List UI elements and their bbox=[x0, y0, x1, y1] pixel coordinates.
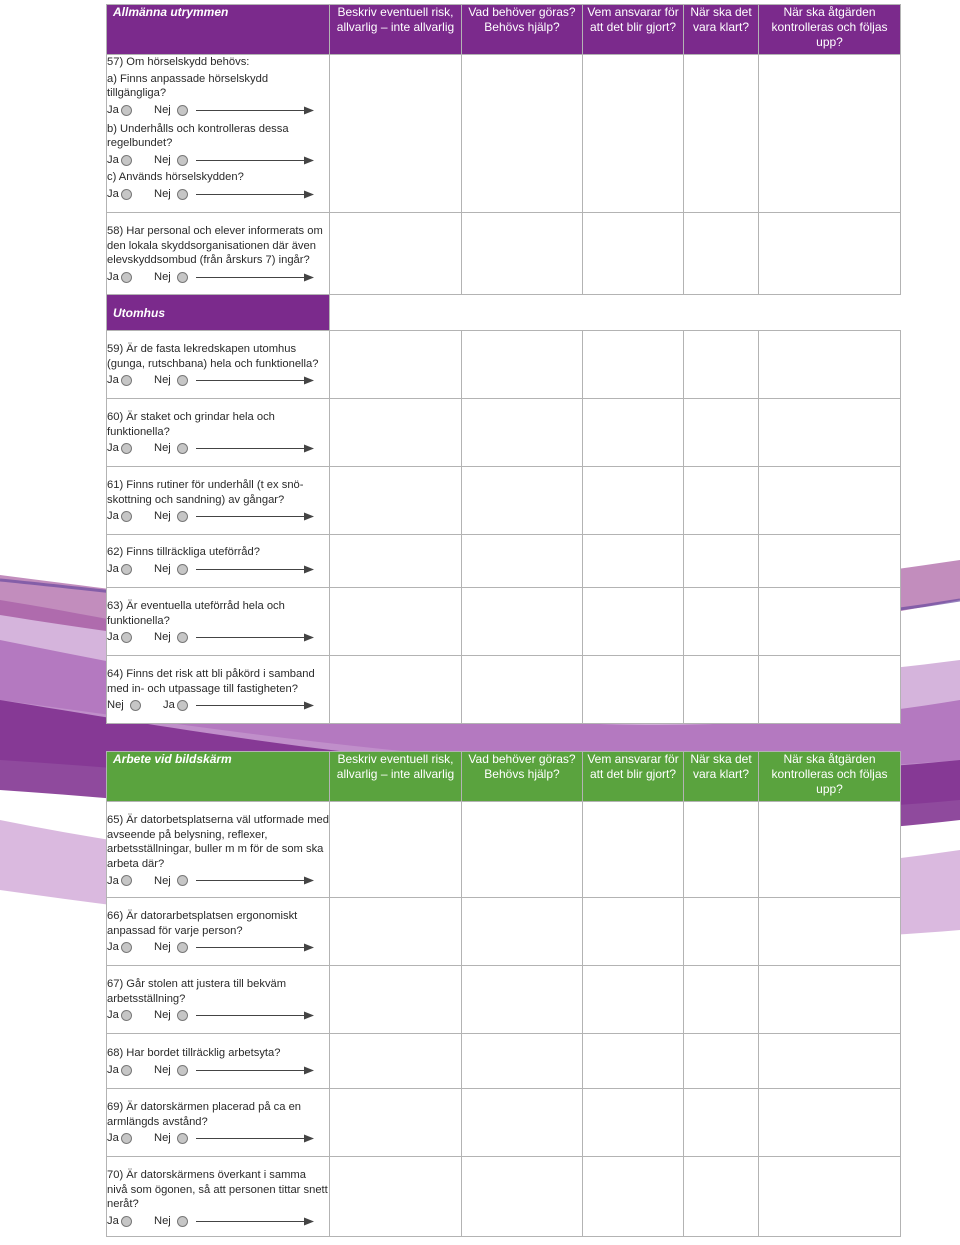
question-cell bbox=[107, 1089, 330, 1157]
answer-row bbox=[107, 269, 329, 286]
deadline-input-cell[interactable] bbox=[684, 656, 759, 724]
deadline-input-cell[interactable] bbox=[684, 966, 759, 1034]
yes-radio[interactable] bbox=[121, 564, 132, 575]
answer-row bbox=[107, 697, 329, 714]
answer-row bbox=[107, 1130, 329, 1147]
follow-up-input-cell[interactable] bbox=[759, 588, 901, 656]
question-cell bbox=[107, 1157, 330, 1237]
no-radio[interactable] bbox=[177, 1133, 188, 1144]
todo-input-cell[interactable] bbox=[462, 1157, 583, 1237]
table-row-q66 bbox=[107, 898, 901, 966]
arrow-right-icon bbox=[196, 633, 314, 642]
follow-up-input-cell[interactable] bbox=[759, 213, 901, 295]
risk-input-cell[interactable] bbox=[330, 1034, 462, 1089]
risk-input-cell[interactable] bbox=[330, 588, 462, 656]
todo-input-cell[interactable] bbox=[462, 802, 583, 898]
question-text: 67) Går stolen att justera till bekväm arbetsställning? bbox=[107, 978, 287, 1005]
question-text: 70) Är datorskärmens överkant i samma nivå som ögonen, så att personen tittar snett neråt? bbox=[107, 1169, 328, 1211]
arrow-right-icon bbox=[196, 1134, 314, 1143]
deadline-input-cell[interactable] bbox=[684, 1157, 759, 1237]
yes-label: Ja bbox=[107, 442, 119, 455]
no-radio[interactable] bbox=[177, 189, 188, 200]
no-radio[interactable] bbox=[177, 375, 188, 386]
question-text: c) Används hörselskydden? bbox=[107, 170, 244, 183]
arrow-right-icon bbox=[196, 876, 314, 885]
question-text: 57) Om hörselskydd behövs: bbox=[107, 56, 250, 68]
no-radio[interactable] bbox=[177, 155, 188, 166]
answer-row bbox=[107, 561, 329, 578]
arrow-right-icon bbox=[196, 1217, 314, 1226]
responsible-input-cell[interactable] bbox=[583, 467, 684, 535]
deadline-input-cell[interactable] bbox=[684, 55, 759, 213]
responsible-input-cell[interactable] bbox=[583, 588, 684, 656]
yes-label: Ja bbox=[107, 1009, 119, 1022]
yes-label: Ja bbox=[107, 562, 119, 575]
no-label: Nej bbox=[154, 631, 171, 644]
follow-up-input-cell[interactable] bbox=[759, 1089, 901, 1157]
no-label: Nej bbox=[154, 510, 171, 523]
header-deadline: När ska det vara klart? bbox=[684, 5, 759, 55]
question-cell bbox=[107, 331, 330, 399]
risk-input-cell[interactable] bbox=[330, 467, 462, 535]
header-todo: Vad behöver göras? Behövs hjälp? bbox=[462, 752, 583, 802]
yes-radio[interactable] bbox=[121, 105, 132, 116]
arrow-right-icon bbox=[196, 156, 314, 165]
question-cell bbox=[107, 535, 330, 588]
deadline-input-cell[interactable] bbox=[684, 331, 759, 399]
question-cell bbox=[107, 898, 330, 966]
follow-up-input-cell[interactable] bbox=[759, 1034, 901, 1089]
question-cell bbox=[107, 467, 330, 535]
follow-up-input-cell[interactable] bbox=[759, 399, 901, 467]
yes-radio[interactable] bbox=[121, 272, 132, 283]
answer-row bbox=[107, 508, 329, 525]
deadline-input-cell[interactable] bbox=[684, 802, 759, 898]
todo-input-cell[interactable] bbox=[462, 535, 583, 588]
yes-label: Ja bbox=[107, 874, 119, 887]
no-radio[interactable] bbox=[130, 700, 141, 711]
no-label: Nej bbox=[154, 154, 171, 167]
deadline-input-cell[interactable] bbox=[684, 588, 759, 656]
yes-label: Ja bbox=[107, 187, 119, 200]
responsible-input-cell[interactable] bbox=[583, 966, 684, 1034]
yes-radio[interactable] bbox=[121, 632, 132, 643]
todo-input-cell[interactable] bbox=[462, 656, 583, 724]
yes-radio[interactable] bbox=[121, 511, 132, 522]
question-cell bbox=[107, 213, 330, 295]
answer-row bbox=[107, 1213, 329, 1230]
question-text: 63) Är eventuella uteförråd hela och funktionella? bbox=[107, 600, 285, 627]
yes-label: Ja bbox=[107, 103, 119, 116]
yes-label: Ja bbox=[107, 154, 119, 167]
table-row-q68 bbox=[107, 1034, 901, 1089]
arrow-right-icon bbox=[196, 943, 314, 952]
yes-label: Ja bbox=[107, 1063, 119, 1076]
answer-row bbox=[107, 372, 329, 389]
no-label: Nej bbox=[154, 1063, 171, 1076]
responsible-input-cell[interactable] bbox=[583, 1157, 684, 1237]
table-row-q65 bbox=[107, 802, 901, 898]
todo-input-cell[interactable] bbox=[462, 213, 583, 295]
question-text: a) Finns anpassade hörselskydd tillgängliga? bbox=[107, 72, 269, 100]
risk-input-cell[interactable] bbox=[330, 331, 462, 399]
table-row-q57 bbox=[107, 55, 901, 213]
question-text: 69) Är datorskärmen placerad på ca en armlängds avstånd? bbox=[107, 1101, 302, 1128]
arrow-right-icon bbox=[196, 190, 314, 199]
arrow-right-icon bbox=[196, 273, 314, 282]
question-cell bbox=[107, 802, 330, 898]
no-label: Nej bbox=[154, 1132, 171, 1145]
risk-input-cell[interactable] bbox=[330, 802, 462, 898]
table-row-q63 bbox=[107, 588, 901, 656]
answer-row bbox=[107, 102, 329, 119]
deadline-input-cell[interactable] bbox=[684, 399, 759, 467]
no-label: Nej bbox=[154, 1214, 171, 1227]
answer-row bbox=[107, 152, 329, 169]
section-title-allmanna-utrymmen: Allmänna utrymmen bbox=[107, 5, 330, 55]
risk-input-cell[interactable] bbox=[330, 213, 462, 295]
deadline-input-cell[interactable] bbox=[684, 1089, 759, 1157]
responsible-input-cell[interactable] bbox=[583, 535, 684, 588]
no-label: Nej bbox=[107, 699, 124, 712]
deadline-input-cell[interactable] bbox=[684, 1034, 759, 1089]
answer-row bbox=[107, 1007, 329, 1024]
follow-up-input-cell[interactable] bbox=[759, 898, 901, 966]
arrow-right-icon bbox=[196, 106, 314, 115]
header-responsible: Vem ansvarar för att det blir gjort? bbox=[583, 752, 684, 802]
question-text: 60) Är staket och grindar hela och funktionella? bbox=[107, 411, 275, 438]
risk-input-cell[interactable] bbox=[330, 399, 462, 467]
yes-radio[interactable] bbox=[121, 1065, 132, 1076]
todo-input-cell[interactable] bbox=[462, 588, 583, 656]
section-title-arbete-vid-bildskarm: Arbete vid bildskärm bbox=[107, 752, 330, 802]
no-label: Nej bbox=[154, 374, 171, 387]
section-row-utomhus bbox=[107, 295, 901, 331]
question-text: b) Underhålls och kontrolleras dessa regelbundet? bbox=[107, 122, 289, 150]
question-cell bbox=[107, 588, 330, 656]
header-follow-up: När ska åtgärden kontrolleras och följas upp? bbox=[759, 5, 901, 55]
follow-up-input-cell[interactable] bbox=[759, 467, 901, 535]
yes-label: Ja bbox=[107, 374, 119, 387]
yes-label: Ja bbox=[107, 1132, 119, 1145]
yes-label: Ja bbox=[163, 699, 175, 712]
responsible-input-cell[interactable] bbox=[583, 898, 684, 966]
yes-radio[interactable] bbox=[121, 942, 132, 953]
question-cell bbox=[107, 656, 330, 724]
todo-input-cell[interactable] bbox=[462, 898, 583, 966]
follow-up-input-cell[interactable] bbox=[759, 656, 901, 724]
responsible-input-cell[interactable] bbox=[583, 399, 684, 467]
answer-row bbox=[107, 629, 329, 646]
todo-input-cell[interactable] bbox=[462, 1089, 583, 1157]
yes-radio[interactable] bbox=[121, 1216, 132, 1227]
todo-input-cell[interactable] bbox=[462, 467, 583, 535]
yes-radio[interactable] bbox=[121, 443, 132, 454]
yes-radio[interactable] bbox=[121, 189, 132, 200]
responsible-input-cell[interactable] bbox=[583, 213, 684, 295]
no-radio[interactable] bbox=[177, 1216, 188, 1227]
no-label: Nej bbox=[154, 874, 171, 887]
deadline-input-cell[interactable] bbox=[684, 213, 759, 295]
table-row-q58 bbox=[107, 213, 901, 295]
yes-label: Ja bbox=[107, 270, 119, 283]
todo-input-cell[interactable] bbox=[462, 399, 583, 467]
follow-up-input-cell[interactable] bbox=[759, 1157, 901, 1237]
no-radio[interactable] bbox=[177, 1010, 188, 1021]
yes-radio[interactable] bbox=[121, 155, 132, 166]
no-label: Nej bbox=[154, 941, 171, 954]
follow-up-input-cell[interactable] bbox=[759, 802, 901, 898]
question-text: 66) Är datorarbetsplatsen ergonomiskt anpassad för varje person? bbox=[107, 910, 298, 937]
no-radio[interactable] bbox=[177, 105, 188, 116]
question-text: 61) Finns rutiner för underhåll (t ex snö-skottning och sandning) av gångar? bbox=[107, 479, 304, 506]
table-row-q64 bbox=[107, 656, 901, 724]
risk-input-cell[interactable] bbox=[330, 898, 462, 966]
responsible-input-cell[interactable] bbox=[583, 1089, 684, 1157]
header-risk: Beskriv eventuell risk, allvarlig – inte allvarlig bbox=[330, 752, 462, 802]
yes-label: Ja bbox=[107, 631, 119, 644]
question-text: 62) Finns tillräckliga uteförråd? bbox=[107, 546, 260, 558]
header-deadline: När ska det vara klart? bbox=[684, 752, 759, 802]
no-label: Nej bbox=[154, 187, 171, 200]
answer-row bbox=[107, 1062, 329, 1079]
question-text: 65) Är datorbetsplatserna väl utformade med avseende på belysning, reflexer, arbetsställningar, buller m m för de som ska arbeta där? bbox=[107, 814, 330, 870]
question-cell bbox=[107, 55, 330, 213]
table-row-q62 bbox=[107, 535, 901, 588]
no-label: Nej bbox=[154, 562, 171, 575]
risk-table-allmanna-utomhus bbox=[106, 4, 901, 724]
table-header-row bbox=[107, 5, 901, 55]
follow-up-input-cell[interactable] bbox=[759, 966, 901, 1034]
risk-input-cell[interactable] bbox=[330, 535, 462, 588]
arrow-right-icon bbox=[196, 565, 314, 574]
no-radio[interactable] bbox=[177, 272, 188, 283]
answer-row bbox=[107, 440, 329, 457]
yes-radio[interactable] bbox=[121, 875, 132, 886]
todo-input-cell[interactable] bbox=[462, 55, 583, 213]
section-title-utomhus: Utomhus bbox=[107, 295, 330, 331]
risk-input-cell[interactable] bbox=[330, 1089, 462, 1157]
no-radio[interactable] bbox=[177, 942, 188, 953]
answer-row bbox=[107, 186, 329, 203]
todo-input-cell[interactable] bbox=[462, 331, 583, 399]
no-label: Nej bbox=[154, 270, 171, 283]
risk-input-cell[interactable] bbox=[330, 1157, 462, 1237]
no-radio[interactable] bbox=[177, 875, 188, 886]
no-radio[interactable] bbox=[177, 632, 188, 643]
follow-up-input-cell[interactable] bbox=[759, 331, 901, 399]
arrow-right-icon bbox=[196, 1011, 314, 1020]
responsible-input-cell[interactable] bbox=[583, 55, 684, 213]
risk-input-cell[interactable] bbox=[330, 656, 462, 724]
no-label: Nej bbox=[154, 103, 171, 116]
arrow-right-icon bbox=[196, 1066, 314, 1075]
no-radio[interactable] bbox=[177, 1065, 188, 1076]
yes-radio[interactable] bbox=[121, 1133, 132, 1144]
deadline-input-cell[interactable] bbox=[684, 898, 759, 966]
yes-radio[interactable] bbox=[121, 1010, 132, 1021]
table-row-q59 bbox=[107, 331, 901, 399]
no-radio[interactable] bbox=[177, 443, 188, 454]
arrow-right-icon bbox=[196, 444, 314, 453]
table-row-q69 bbox=[107, 1089, 901, 1157]
no-label: Nej bbox=[154, 442, 171, 455]
answer-row bbox=[107, 939, 329, 956]
yes-label: Ja bbox=[107, 941, 119, 954]
responsible-input-cell[interactable] bbox=[583, 656, 684, 724]
deadline-input-cell[interactable] bbox=[684, 535, 759, 588]
todo-input-cell[interactable] bbox=[462, 1034, 583, 1089]
no-label: Nej bbox=[154, 1009, 171, 1022]
deadline-input-cell[interactable] bbox=[684, 467, 759, 535]
header-todo: Vad behöver göras? Behövs hjälp? bbox=[462, 5, 583, 55]
yes-label: Ja bbox=[107, 510, 119, 523]
yes-radio[interactable] bbox=[177, 700, 188, 711]
question-text: 68) Har bordet tillräcklig arbetsyta? bbox=[107, 1047, 281, 1059]
no-radio[interactable] bbox=[177, 564, 188, 575]
risk-table-bildskarm bbox=[106, 751, 901, 1237]
responsible-input-cell[interactable] bbox=[583, 802, 684, 898]
question-cell bbox=[107, 1034, 330, 1089]
header-risk: Beskriv eventuell risk, allvarlig – inte allvarlig bbox=[330, 5, 462, 55]
risk-input-cell[interactable] bbox=[330, 966, 462, 1034]
question-text: 59) Är de fasta lekredskapen utomhus (gunga, rutschbana) hela och funktionella? bbox=[107, 343, 319, 370]
section-spacer bbox=[330, 295, 901, 331]
arrow-right-icon bbox=[196, 701, 314, 710]
no-radio[interactable] bbox=[177, 511, 188, 522]
question-text: 64) Finns det risk att bli påkörd i samband med in- och utpassage till fastigheten? bbox=[107, 668, 315, 695]
table-row-q60 bbox=[107, 399, 901, 467]
header-follow-up: När ska åtgärden kontrolleras och följas upp? bbox=[759, 752, 901, 802]
responsible-input-cell[interactable] bbox=[583, 1034, 684, 1089]
yes-label: Ja bbox=[107, 1214, 119, 1227]
follow-up-input-cell[interactable] bbox=[759, 535, 901, 588]
yes-radio[interactable] bbox=[121, 375, 132, 386]
question-cell bbox=[107, 399, 330, 467]
question-text: 58) Har personal och elever informerats om den lokala skyddsorganisationen där även elevskyddsombud (från årskurs 7) ingår? bbox=[107, 225, 323, 267]
follow-up-input-cell[interactable] bbox=[759, 55, 901, 213]
responsible-input-cell[interactable] bbox=[583, 331, 684, 399]
todo-input-cell[interactable] bbox=[462, 966, 583, 1034]
arrow-right-icon bbox=[196, 512, 314, 521]
table-row-q61 bbox=[107, 467, 901, 535]
table-header-row bbox=[107, 752, 901, 802]
arrow-right-icon bbox=[196, 376, 314, 385]
question-cell bbox=[107, 966, 330, 1034]
table-row-q67 bbox=[107, 966, 901, 1034]
risk-input-cell[interactable] bbox=[330, 55, 462, 213]
table-row-q70 bbox=[107, 1157, 901, 1237]
answer-row bbox=[107, 872, 329, 889]
header-responsible: Vem ansvarar för att det blir gjort? bbox=[583, 5, 684, 55]
